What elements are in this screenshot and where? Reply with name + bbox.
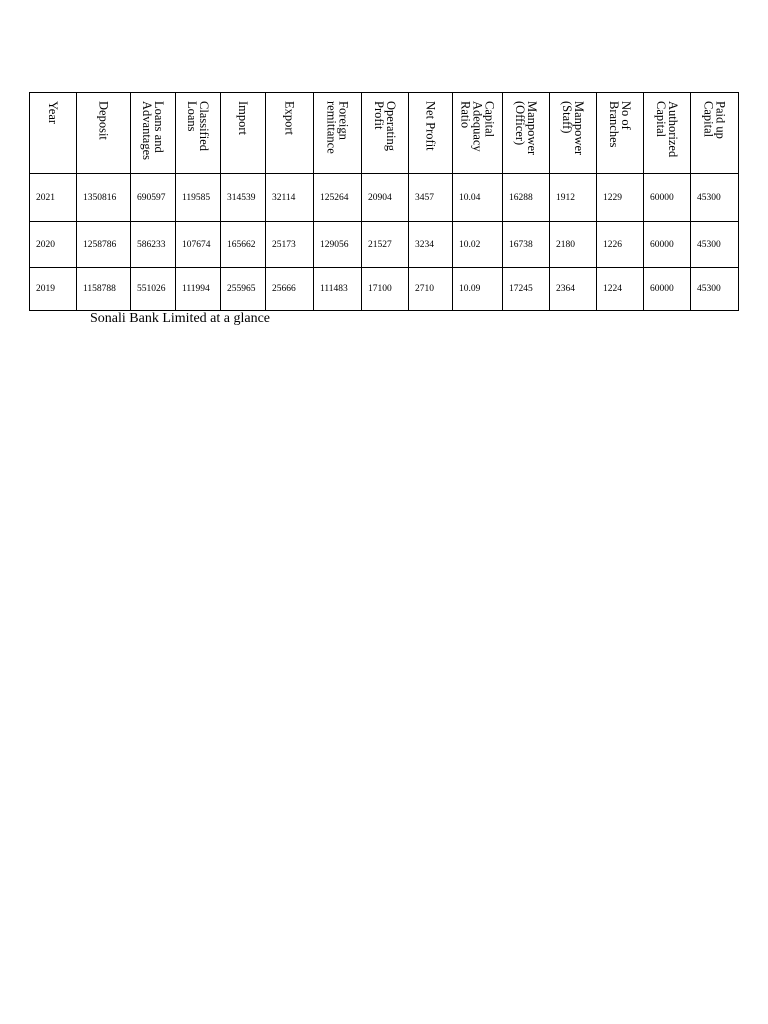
table-cell: 16288 [503,174,550,222]
table-cell: 107674 [176,222,221,268]
table-cell: 45300 [691,222,739,268]
column-header-foreign-remittance [314,93,362,174]
column-header-operating-profit [362,93,409,174]
column-header-deposit [77,93,131,174]
column-header-label: Capital Adequacy Ratio [458,101,497,152]
table-cell: 551026 [131,268,176,311]
table-cell: 119585 [176,174,221,222]
table-cell: 1229 [597,174,644,222]
table-cell: 2710 [409,268,453,311]
column-header-label: Year [46,101,60,125]
column-header-loans [131,93,176,174]
table-cell: 45300 [691,174,739,222]
table-caption: Sonali Bank Limited at a glance [90,311,271,326]
table-cell: 255965 [221,268,266,311]
column-header-label: Classified Loans [185,101,211,151]
table-row [30,268,739,311]
column-header-label: Import [236,101,250,136]
table-cell: 45300 [691,268,739,311]
table-cell: 111483 [314,268,362,311]
table-cell: 2364 [550,268,597,311]
table-cell: 2019 [30,268,77,311]
column-header-label: No of Branches [607,101,633,148]
column-header-label: Operating Profit [372,101,398,151]
column-header-capital-adequacy [453,93,503,174]
column-header-label: Authorized Capital [654,101,680,158]
column-header-export [266,93,314,174]
column-header-year [30,93,77,174]
column-header-label: Loans and Advantages [140,101,166,161]
column-header-import [221,93,266,174]
table-cell: 1912 [550,174,597,222]
column-header-paid-up-capital [691,93,739,174]
table-cell: 586233 [131,222,176,268]
column-header-manpower-officer [503,93,550,174]
table-cell: 17245 [503,268,550,311]
table-cell: 20904 [362,174,409,222]
table-cell: 129056 [314,222,362,268]
table-cell: 10.02 [453,222,503,268]
column-header-classified-loans [176,93,221,174]
table-cell: 60000 [644,222,691,268]
column-header-manpower-staff [550,93,597,174]
table-cell: 25173 [266,222,314,268]
table-row [30,222,739,268]
table-cell: 17100 [362,268,409,311]
bank-glance-table [29,92,739,311]
table-cell: 60000 [644,268,691,311]
table-cell: 25666 [266,268,314,311]
column-header-label: Net Profit [423,101,438,151]
table-cell: 2180 [550,222,597,268]
table-cell: 3457 [409,174,453,222]
table-cell: 32114 [266,174,314,222]
table-cell: 2020 [30,222,77,268]
table-cell: 165662 [221,222,266,268]
column-header-label: Manpower (Officer) [513,101,539,156]
table-cell: 111994 [176,268,221,311]
table-cell: 1226 [597,222,644,268]
column-header-branches [597,93,644,174]
table-cell: 10.04 [453,174,503,222]
table-cell: 1158788 [77,268,131,311]
column-header-label: Paid up Capital [701,101,728,139]
table-cell: 1224 [597,268,644,311]
table-cell: 3234 [409,222,453,268]
table-cell: 21527 [362,222,409,268]
table-header-row [30,93,739,174]
table-cell: 314539 [221,174,266,222]
table-cell: 1350816 [77,174,131,222]
table-row [30,174,739,222]
column-header-label: Manpower (Staff) [560,101,586,156]
column-header-label: Export [282,101,297,136]
column-header-net-profit [409,93,453,174]
table-cell: 2021 [30,174,77,222]
table-cell: 690597 [131,174,176,222]
table-cell: 60000 [644,174,691,222]
column-header-label: Deposit [96,101,111,140]
table-cell: 1258786 [77,222,131,268]
table-cell: 16738 [503,222,550,268]
table-cell: 10.09 [453,268,503,311]
column-header-authorized-capital [644,93,691,174]
table-cell: 125264 [314,174,362,222]
column-header-label: Foreign remittance [324,101,351,154]
